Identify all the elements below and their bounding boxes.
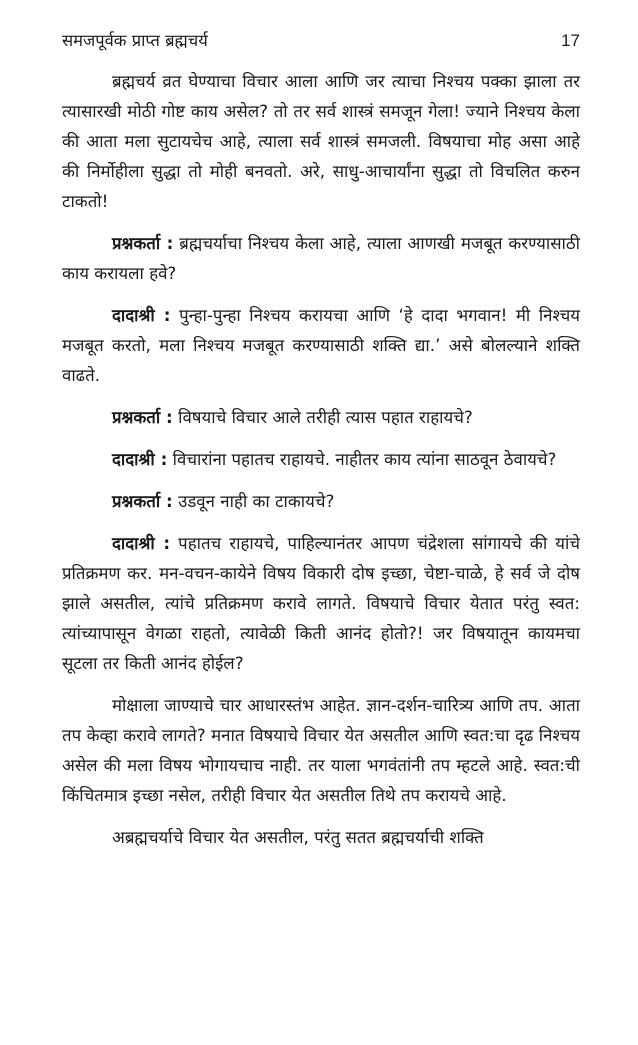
speaker-label: प्रश्नकर्ता : (112, 407, 173, 427)
paragraph-text: पुन्हा-पुन्हा निश्चय करायचा आणि ‘हे दादा भगवान! मी निश्चय मजबूत करतो, मला निश्चय मजबूत करण्यासाठी शक्ति द्या.’ असे बोलल्याने शक्ति वाढते. (62, 305, 580, 385)
paragraph-text: विचारांना पहातच राहायचे. नाहीतर काय त्यांना साठवून ठेवायचे? (172, 449, 557, 469)
page-number: 17 (561, 31, 580, 50)
paragraph-text: अब्रह्मचर्याचे विचार येत असतील, परंतु सतत ब्रह्मचर्याची शक्ति (112, 827, 484, 847)
paragraph (62, 822, 580, 852)
chapter-title: समजपूर्वक प्राप्त ब्रह्मचर्य (62, 31, 208, 50)
body-text (62, 66, 580, 852)
answer-paragraph (62, 444, 580, 474)
answer-paragraph (62, 528, 580, 678)
question-paragraph (62, 486, 580, 516)
paragraph-text: विषयाचे विचार आले तरीही त्यास पहात राहायचे? (178, 407, 473, 427)
paragraph-text: पहातच राहायचे, पाहिल्यानंतर आपण चंद्रेशला सांगायचे की यांचे प्रतिक्रमण कर. मन-वचन-कायेने विषय विकारी दोष इच्छा, चेष्टा-चाळे, हे सर्व जे दोष झाले असतील, त्यांचे प्रतिक्रमण करावे लागते. विषयाचे विचार येतात परंतु स्वत: त्यांच्यापासून वेगळा राहतो, त्यावेळी किती आनंद होतो?! जर विषयातून कायमचा सूटला तर किती आनंद होईल? (62, 533, 580, 673)
speaker-label: दादाश्री : (112, 305, 171, 325)
paragraph (62, 66, 580, 216)
answer-paragraph (62, 300, 580, 390)
speaker-label: दादाश्री : (112, 533, 171, 553)
paragraph-text: ब्रह्मचर्याचा निश्चय केला आहे, त्याला आणखी मजबूत करण्यासाठी काय करायला हवे? (62, 233, 580, 283)
question-paragraph (62, 228, 580, 288)
paragraph (62, 690, 580, 810)
speaker-label: प्रश्नकर्ता : (112, 491, 173, 511)
running-head (62, 30, 580, 52)
paragraph-text: ब्रह्मचर्य व्रत घेण्याचा विचार आला आणि जर त्याचा निश्चय पक्का झाला तर त्यासारखी मोठी गोष्ट काय असेल? तो तर सर्व शास्त्रं समजून गेला! ज्याने निश्चय केला की आता मला सुटायचेच आहे, त्याला सर्व शास्त्रं समजली. विषयाचा मोह असा आहे की निर्मोहीला सुद्धा तो मोही बनवतो. अरे, साधु-आचार्यांना सुद्धा तो विचलित करुन टाकतो! (62, 71, 580, 211)
question-paragraph (62, 402, 580, 432)
paragraph-text: उडवून नाही का टाकायचे? (178, 491, 335, 511)
paragraph-text: मोक्षाला जाण्याचे चार आधारस्तंभ आहेत. ज्ञान-दर्शन-चारित्र्य आणि तप. आता तप केव्हा करावे लागते? मनात विषयाचे विचार येत असतील आणि स्वत:चा दृढ निश्चय असेल की मला विषय भोगायचाच नाही. तर याला भगवंतांनी तप म्हटले आहे. स्वत:ची किंचितमात्र इच्छा नसेल, तरीही विचार येत असतील तिथे तप करायचे आहे. (62, 695, 580, 805)
speaker-label: प्रश्नकर्ता : (112, 233, 174, 253)
speaker-label: दादाश्री : (112, 449, 168, 469)
